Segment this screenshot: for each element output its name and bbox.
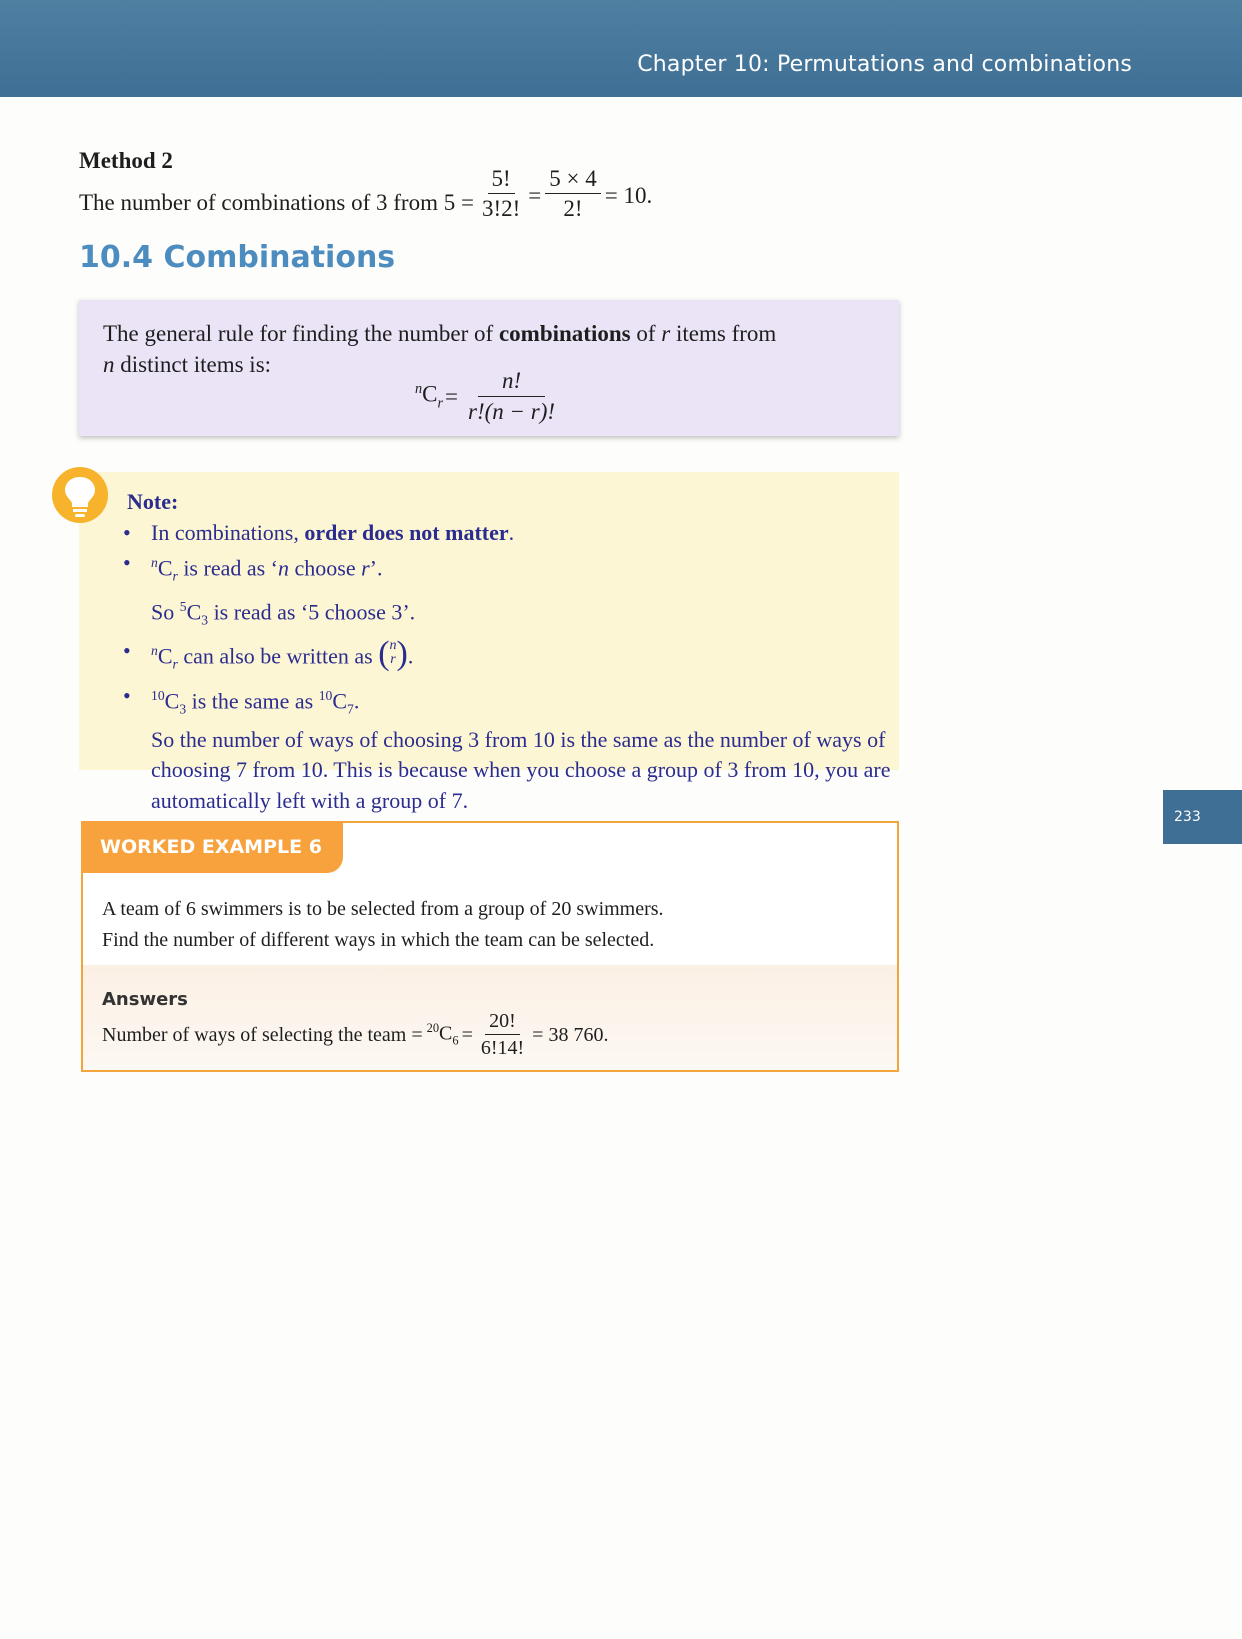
fraction-numerator: 5! — [488, 166, 515, 194]
method-fraction-1 — [478, 166, 524, 223]
fraction-numerator: n! — [478, 368, 545, 397]
worked-question — [102, 894, 882, 956]
rule-box — [79, 300, 899, 436]
rule-text-part: distinct items is: — [114, 352, 272, 377]
binom-top: n — [389, 638, 397, 654]
note-sub: r — [172, 657, 178, 673]
answer-fraction — [477, 1010, 528, 1060]
note-c: C — [332, 687, 348, 713]
formula-fraction — [464, 368, 559, 426]
note-text: . — [508, 519, 515, 545]
section-heading: 10.4 Combinations — [79, 240, 396, 275]
note-title: Note: — [127, 489, 179, 514]
answer-c: C — [439, 1022, 453, 1045]
page-number-tab — [1163, 790, 1242, 844]
note-text: is read as ‘5 choose 3’. — [208, 599, 416, 625]
list-item-continuation — [127, 592, 907, 636]
chapter-title: Chapter 10: Permutations and combinations — [637, 52, 1132, 77]
formula-sup: n — [415, 381, 423, 398]
list-item — [127, 518, 907, 549]
note-c: C — [186, 599, 202, 625]
rule-var-n: n — [103, 352, 115, 377]
method-equation — [79, 166, 652, 223]
note-c: C — [164, 687, 180, 713]
binomial-notation: ( n r ) — [378, 634, 408, 672]
note-sup: 10 — [151, 687, 165, 703]
answer-combination — [427, 1021, 459, 1049]
header-band — [0, 0, 1242, 97]
note-sub: 3 — [201, 612, 209, 628]
answer-text: Number of ways of selecting the team = — [102, 1023, 423, 1046]
answer-equation — [102, 1010, 608, 1060]
note-text: In combinations, — [151, 519, 305, 545]
rule-text-part: of — [630, 321, 662, 346]
rule-text-part: The general rule for finding the number of — [103, 321, 499, 346]
note-italic: n — [278, 555, 289, 581]
note-text: is read as ‘ — [177, 555, 278, 581]
note-text: is the same as — [186, 687, 319, 713]
note-sup: 5 — [179, 599, 187, 615]
formula-sub: r — [437, 395, 444, 412]
fraction-denominator: 3!2! — [481, 196, 521, 222]
note-sub: 3 — [179, 701, 187, 717]
equals-sign: = — [461, 1023, 473, 1046]
binom-bottom: r — [390, 652, 396, 668]
question-line: Find the number of different ways in which the team can be selected. — [102, 929, 655, 951]
fraction-numerator: 5 × 4 — [545, 166, 600, 194]
method-fraction-2 — [545, 166, 600, 223]
note-sup: n — [151, 555, 158, 570]
worked-example-label: WORKED EXAMPLE 6 — [100, 836, 322, 858]
note-text: . — [353, 687, 360, 713]
list-item-continuation: So the number of ways of choosing 3 from 10 is the same as the number of ways of choosing 7 from 10. This is because when you choose a group of 3 from 10, you are automatically left with a group of 7. — [151, 726, 891, 813]
note-list — [127, 518, 907, 817]
list-item — [127, 681, 907, 725]
fraction-denominator: 2! — [563, 196, 583, 222]
list-item — [127, 636, 907, 680]
equals-sign: = — [445, 383, 458, 409]
question-line: A team of 6 swimmers is to be selected from a group of 20 swimmers. — [102, 898, 664, 920]
note-text: choose — [289, 555, 362, 581]
rule-bold-term: combinations — [498, 321, 631, 346]
lightbulb-icon — [51, 466, 109, 524]
method-result: = 10. — [604, 183, 653, 209]
method-text: The number of combinations of 3 from 5 = — [79, 190, 474, 216]
answer-sup: 20 — [426, 1021, 440, 1036]
note-text: . — [407, 643, 414, 669]
note-content — [127, 487, 907, 816]
note-c: C — [157, 555, 173, 581]
note-sub: 7 — [347, 701, 354, 717]
equals-sign: = — [528, 183, 542, 209]
method-heading: Method 2 — [79, 148, 173, 173]
combination-formula — [415, 368, 563, 426]
note-bold: order does not matter — [304, 519, 509, 545]
page-number: 233 — [1174, 809, 1201, 825]
rule-var-r: r — [661, 321, 671, 346]
note-italic: r — [361, 555, 370, 581]
formula-c: C — [422, 381, 438, 407]
fraction-denominator: 6!14! — [480, 1037, 525, 1059]
note-text: So — [151, 599, 180, 625]
answer-sub: 6 — [452, 1033, 459, 1048]
fraction-denominator: r!(n − r)! — [468, 399, 556, 425]
note-sup: 10 — [318, 687, 333, 703]
formula-lhs — [415, 381, 443, 412]
fraction-numerator: 20! — [485, 1010, 520, 1035]
list-item — [127, 548, 907, 592]
answers-label: Answers — [102, 989, 188, 1010]
note-c: C — [157, 643, 173, 669]
rule-text-part: items from — [670, 321, 777, 346]
note-text: ’. — [369, 555, 383, 581]
note-sub: r — [172, 568, 178, 584]
note-text: can also be written as — [177, 643, 373, 669]
answer-result: = 38 760. — [532, 1023, 609, 1046]
note-sup: n — [151, 643, 158, 659]
